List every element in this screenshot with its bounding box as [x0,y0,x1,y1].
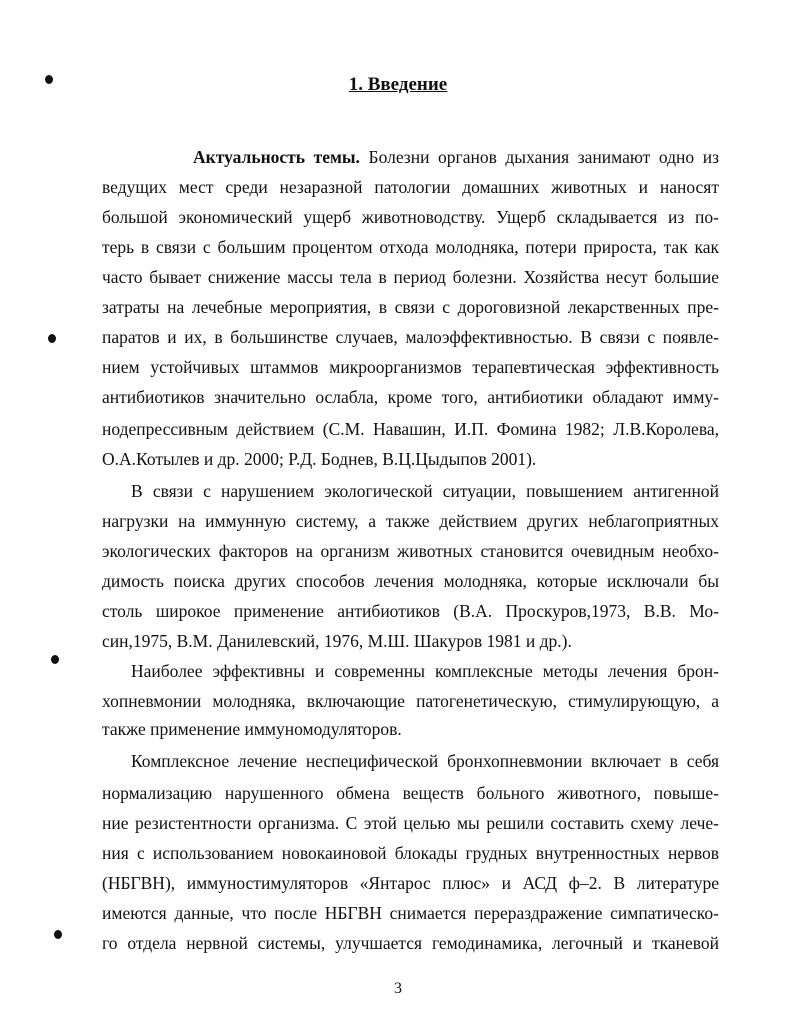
text-line: ведущих мест среди незаразной патологии домашних животных и наносят [102,177,719,197]
text-line: терь в связи с большим процентом отхода молодняка, потери прироста, так как [102,237,719,257]
page-number: 3 [394,980,402,997]
text-line: го отдела нервной системы, улучшается гемодинамика, легочный и тканевой [102,933,719,953]
text-line: антибиотиков значительно ослабла, кроме того, антибиотики обладают имму- [102,387,719,407]
text-line: син,1975, В.М. Данилевский, 1976, М.Ш. Шакуров 1981 и др.). [102,631,572,651]
punch-hole-mark [54,930,62,939]
text-line: большой экономический ущерб животноводству. Ущерб складывается из по- [102,207,719,227]
text-line: нием устойчивых штаммов микроорганизмов терапевтическая эффективность [102,357,719,377]
text-line: ния с использованием новокаиновой блокады грудных внутренностных нервов [102,843,719,863]
text-line: столь широкое применение антибиотиков (В.А. Проскуров,1973, В.В. Мо- [102,601,719,621]
text-line: также применение иммуномодуляторов. [102,719,402,739]
text-line [193,146,719,168]
text-line: имеются данные, что после НБГВН снимается перераздражение симпатическо- [102,903,719,923]
punch-hole-mark [45,75,53,84]
text-line: экологических факторов на организм животных становится очевидным необхо- [102,541,719,561]
text-line: нормализацию нарушенного обмена веществ больного животного, повыше- [102,783,719,803]
text-line: Комплексное лечение неспецифической бронхопневмонии включает в себя [131,751,719,771]
text-line: нагрузки на иммунную систему, а также действием других неблагоприятных [102,511,719,531]
text-line: часто бывает снижение массы тела в период болезни. Хозяйства несут большие [102,267,719,287]
lead-in-heading: Актуальность темы. [193,147,360,167]
text-line: димость поиска других способов лечения молодняка, которые исключали бы [102,571,719,591]
text-line: паратов и их, в большинстве случаев, малоэффективностью. В связи с появле- [102,327,719,347]
punch-hole-mark [51,655,59,664]
section-title: 1. Введение [348,74,448,95]
text-line: затраты на лечебные мероприятия, в связи с дороговизной лекарственных пре- [102,297,719,317]
text-line-content: Болезни органов дыхания занимают одно из [368,147,720,167]
text-line: В связи с нарушением экологической ситуации, повышением антигенной [131,481,719,501]
punch-hole-mark [48,334,56,343]
text-line: (НБГВН), иммуностимуляторов «Янтарос плюс» и АСД ф–2. В литературе [102,873,719,893]
text-line: нодепрессивным действием (С.М. Навашин, И.П. Фомина 1982; Л.В.Королева, [102,419,719,439]
text-line: ние резистентности организма. С этой целью мы решили составить схему лече- [102,813,719,833]
text-line: О.А.Котылев и др. 2000; Р.Д. Боднев, В.Ц.Цыдыпов 2001). [102,449,537,469]
text-line: Наиболее эффективны и современны комплексные методы лечения брон- [131,661,719,681]
text-line: хопневмонии молодняка, включающие патогенетическую, стимулирующую, а [102,691,719,711]
